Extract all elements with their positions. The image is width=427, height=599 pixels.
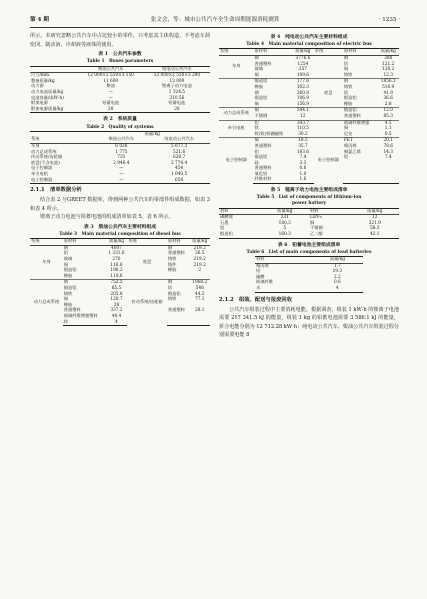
table-cell: 0.5	[384, 131, 392, 137]
column-header: 质量/kg	[312, 257, 363, 264]
table-cell: 动力源	[31, 84, 44, 90]
table-cell: 2 946.4	[113, 160, 130, 166]
column-header: 系统	[30, 239, 63, 246]
table-cell: 731	[117, 155, 126, 161]
table-cell: 铸件	[167, 262, 177, 268]
table-cell: 聚丙烯	[256, 263, 269, 269]
system-label: 电子控制器	[314, 138, 343, 184]
table-cell: 331	[280, 215, 289, 221]
section-2-1-1: 2.1.1 清单数据分析	[30, 187, 82, 194]
table3-caption-en: Table 3 Main material composition of diesel bus	[59, 232, 181, 238]
table-cell: 12.3	[383, 72, 393, 78]
table-cell: 6 026	[115, 143, 128, 149]
table3-caption-cn: 表 3 柴油公共汽车主要材料组成	[83, 223, 157, 230]
table-cell: 219.2	[193, 245, 206, 251]
table-cell: 锻造铝	[253, 79, 292, 85]
table-cell: 343.7	[292, 120, 314, 126]
table-cell: 183.6	[296, 149, 309, 155]
table-cell: 36.5	[194, 251, 205, 257]
table-cell: 270	[112, 257, 121, 263]
table2-caption-en: Table 2 Quality of systems	[86, 124, 154, 130]
table-cell: 41.9	[383, 90, 393, 96]
table-cell: 102.3	[296, 84, 309, 90]
table-cell: 玻璃	[254, 67, 263, 73]
table1-caption-cn: 表 1 公共汽车参数	[98, 51, 142, 58]
table-cell: 玻璃	[63, 257, 73, 263]
table-cell: 铜	[254, 101, 259, 107]
table-cell: 4007	[111, 245, 122, 251]
table-cell: 0.6	[333, 280, 341, 286]
table-cell: 78.6	[383, 143, 393, 149]
table-cell: 1 331.6	[108, 251, 125, 257]
table-cell: 普通塑料	[254, 166, 272, 172]
table-cell: 121.2	[382, 61, 395, 67]
table-cell: 普通塑料	[167, 308, 185, 314]
column-header: 系统	[219, 49, 253, 56]
system-label: 动力总成系统	[30, 280, 63, 326]
table-cell: 普通塑料	[63, 308, 81, 314]
table-cell: 橡胶	[167, 268, 177, 274]
table-cell: 36.6	[383, 96, 393, 102]
table-cell: 120.7	[110, 297, 123, 303]
table-cell: 0.6	[299, 166, 307, 172]
table-cell: 454	[175, 166, 184, 172]
issue-label: 第 4 期	[30, 17, 49, 23]
table-cell: 1 040.5	[170, 171, 188, 177]
table-cell: 铝	[343, 61, 349, 67]
table-cell: 1968.2	[189, 280, 210, 286]
table-cell: 1.7	[333, 263, 341, 269]
table-cell: 12	[372, 215, 378, 221]
table-cell: 7.4	[299, 155, 307, 161]
table-cell: 3776.6	[295, 56, 311, 61]
table-cell: 铝	[253, 120, 292, 126]
table-cell: 铜	[253, 108, 292, 114]
table-cell: 柴油	[106, 84, 115, 90]
table-cell: 锻造铝	[219, 232, 261, 238]
table-cell: 铜	[309, 220, 315, 226]
right-column	[219, 32, 399, 340]
table-cell: 锻造铝	[167, 291, 181, 297]
column-header: 材料	[255, 257, 312, 264]
table-cell: 516.9	[382, 84, 395, 90]
table-cell: 铝	[63, 251, 69, 257]
table-cell: 160.3	[261, 232, 309, 238]
table-cell: 聚氯乙烯	[343, 149, 361, 155]
table-cell: 219.2	[193, 257, 206, 263]
table-cell: 35.7	[298, 143, 308, 149]
column-header: 质量/kg	[106, 239, 128, 246]
table-cell: 44.4	[111, 314, 122, 319]
table-cell: 石墨	[220, 220, 229, 226]
table-cell: 硫酸	[256, 274, 265, 280]
table-cell: 544.1	[292, 108, 314, 114]
table-cell: —	[95, 178, 149, 184]
table6-caption-en: Table 6 List of main components of lead batteries	[246, 249, 372, 255]
page-number: · 1235 ·	[378, 17, 400, 23]
table-cell: 附加电源质量/kg	[30, 107, 78, 113]
table-cell: 2.8	[384, 101, 392, 107]
table-cell: 12 000×2 550×3 150	[87, 73, 134, 79]
running-title: 张文会，等：城市公共汽车全生命周期能源消耗测算	[150, 17, 280, 23]
table-row	[219, 49, 399, 56]
table-cell: 铜	[63, 297, 69, 303]
column-header: 纯电动公共汽车	[148, 137, 210, 143]
system-label: 车身	[42, 259, 51, 265]
table-cell: 11 600	[103, 78, 119, 84]
header-rule	[30, 27, 400, 28]
table-cell: 5	[283, 226, 287, 232]
table-row	[30, 178, 210, 184]
table-cell: 260.8	[296, 90, 309, 96]
system-label: 车身	[231, 64, 241, 70]
column-header: 质量/kg	[351, 208, 400, 215]
table-1	[30, 66, 210, 114]
table-cell: 13 000	[169, 78, 185, 84]
table-4	[219, 48, 399, 184]
para-b: 锂离子动力电池与铅蓄电池的组成清单如表 5、表 6 所示。	[40, 214, 174, 221]
column-header: 质量/kg	[261, 208, 309, 215]
table-row	[219, 208, 399, 215]
table-cell: PET	[343, 138, 377, 144]
column-header	[30, 66, 78, 73]
table-cell: 传动系统/齿轮箱	[31, 155, 63, 161]
table-cell: 548	[195, 286, 204, 292]
para-a: 结合表 2 与GREET 数据库，得到两种公共汽车的零部件组成数据，如表 3 和表 4 所示。	[30, 197, 210, 212]
table-cell: 28	[113, 302, 120, 308]
table-6	[255, 256, 363, 293]
table-cell: 116.6	[110, 262, 123, 268]
table-cell: 铝	[343, 90, 349, 96]
table-cell: 铝	[343, 155, 349, 161]
table-cell: 58.3	[370, 226, 380, 232]
column-header: 柴油公共汽车	[78, 66, 144, 73]
table-cell: 210.56	[169, 95, 185, 101]
table-cell: 1.1	[384, 126, 392, 132]
table-cell: 铜	[63, 262, 69, 268]
table-cell: 电池容量/(kW·h)	[31, 95, 64, 101]
table-cell: 1.6	[292, 177, 314, 183]
table-cell: 128.2	[382, 67, 395, 73]
table-cell: 铅蓄电池	[168, 101, 186, 107]
table-5	[219, 208, 399, 239]
table-cell: 铜	[254, 72, 259, 78]
table-cell: 铸铁	[343, 84, 353, 90]
table-cell: 普通塑料	[254, 143, 272, 149]
table-cell	[167, 320, 190, 326]
table-cell: 钢	[343, 56, 349, 61]
page-header	[30, 15, 400, 25]
table-cell: 钢	[167, 245, 173, 251]
table-cell: 动力电池质量/kg	[31, 89, 64, 95]
table-cell: 20.1	[377, 138, 399, 144]
section-2-1-2: 2.1.2 组装、配送与报废回收	[219, 296, 293, 303]
system-label: 底盘	[142, 259, 152, 265]
table-cell: 乙二醇	[309, 232, 351, 238]
table-cell: 电子控制器	[31, 166, 53, 172]
column-header: 原材料	[63, 239, 106, 246]
table-row	[255, 286, 363, 292]
column-header: 质量/kg	[377, 49, 399, 56]
table-cell: 156.9	[296, 101, 309, 107]
column-header: 原材料	[253, 49, 292, 56]
table-cell: 77.1	[194, 297, 205, 303]
table-row	[30, 155, 210, 161]
table-cell: 聚丙烯	[343, 143, 357, 149]
table-cell: 水	[255, 286, 312, 292]
table-cell: 车身	[31, 143, 40, 149]
table-2	[30, 131, 210, 184]
table-cell: 玻璃纤维增强	[343, 120, 377, 126]
system-label	[219, 79, 253, 108]
table-cell: 铝	[220, 226, 225, 232]
table-cell: 12	[300, 113, 306, 119]
table-cell: 2	[198, 268, 202, 274]
table-cell: 铝	[254, 149, 259, 155]
table-cell: 钢	[254, 90, 259, 96]
left-column	[30, 32, 210, 326]
para-top: 所示。本研究忽略公共汽车中占比较小的零件，只考虑其主体构造，不考虑车洞密闭、制动液、冷却液等液体的使用。	[30, 33, 210, 48]
table-cell: 2.2	[333, 274, 341, 280]
table-cell: 106.9	[296, 96, 309, 102]
table-cell: 锻造铝	[254, 96, 268, 102]
table-cell: 4.5	[377, 120, 399, 126]
table-cell: 硅	[254, 160, 259, 166]
column-header: 材料	[309, 208, 351, 215]
column-header: 质量/kg	[189, 239, 210, 246]
table-cell: 177.6	[292, 79, 314, 85]
system-label	[314, 56, 343, 79]
table-cell: 整备质量/kg	[31, 78, 55, 84]
column-header: 质量/kg	[292, 49, 314, 56]
table-cell: 橡胶	[343, 101, 353, 107]
table-cell: 锂离子动力电池	[162, 84, 192, 90]
table-cell: 电子控制器	[30, 178, 95, 184]
table-cell: 锻造铝	[343, 108, 377, 114]
table-cell: 654	[148, 178, 210, 184]
table-cell: 不锈钢	[254, 113, 268, 119]
table-cell: 7.4	[384, 155, 392, 161]
table-cell: 底盘(不含电池)	[31, 160, 60, 166]
table-cell: —	[119, 166, 124, 172]
table5-caption-en-1: Table 5 List of components of lithium-ion	[256, 195, 362, 201]
table-cell: 2 774.4	[170, 160, 188, 166]
table-cell: 28	[78, 107, 144, 113]
para-right: 公共汽车组装过程中主要消耗电能。根据调查，组装 1 kW·h 的锂离子电池需要 217 341.5 kJ 的能量，组装 1 kg 的铅蓄电池需要 3 586.1 kJ 的能量，折合电能分别为 12 712.28 kW·h；纯电动公共汽车、柴油公共汽车组装过程分别需要电能 8	[219, 306, 399, 339]
table-cell	[377, 177, 399, 183]
table-cell: 1 775	[115, 149, 128, 155]
table-cell: 18.5	[292, 138, 314, 144]
column-header: 系统	[30, 137, 95, 143]
column-header: 柴油公共汽车	[95, 137, 149, 143]
table-cell: 锌	[63, 320, 106, 326]
table-cell: 1254	[297, 61, 309, 67]
column-header: 纯电动公共汽车	[144, 66, 210, 73]
mass-header: 质量/kg	[95, 131, 210, 137]
table1-caption-en: Table 1 Buses parameters	[86, 59, 154, 65]
system-label: 牵引电机	[219, 120, 253, 138]
table-cell: 521.6	[172, 149, 186, 155]
table-cell: 玻璃纤维增强塑料	[63, 314, 98, 319]
table-cell: 752.5	[106, 280, 128, 286]
table-row	[30, 66, 210, 73]
table-cell: 337.2	[110, 308, 123, 314]
table-cell: 钕(钕)铁硼磁铁	[254, 131, 284, 137]
table-cell: 28	[144, 107, 210, 113]
table-cell: 109.6	[296, 72, 309, 78]
column-header: 系统	[314, 49, 343, 56]
table4-caption-en: Table 4 Main material composition of electric bus	[246, 42, 372, 48]
table-cell: 铅	[256, 269, 261, 275]
table-cell: 附加电源	[31, 101, 49, 107]
table-cell: 橡胶	[63, 273, 73, 279]
table-cell: 1 324.5	[168, 89, 186, 95]
table-cell: 氧化铝	[254, 171, 268, 177]
table-cell: 180.3	[278, 220, 291, 226]
system-label	[314, 120, 343, 138]
table-cell: 磷酸锂	[220, 215, 233, 221]
table-cell: 3.3	[299, 160, 307, 166]
table-cell: 铸铁	[167, 297, 177, 303]
table-row	[255, 257, 363, 264]
table-cell: 锻造铝	[63, 286, 77, 292]
table-cell: 30.2	[298, 131, 308, 137]
table-cell: 19.3	[332, 269, 343, 275]
table-cell: 普通塑料	[167, 251, 185, 257]
table-cell: 铜	[253, 138, 292, 144]
table-cell: 85.5	[111, 286, 122, 292]
table-cell: 铸铁	[167, 257, 177, 263]
table-cell: LiPF₆	[309, 215, 322, 221]
table-cell: 玻璃纤维	[256, 280, 274, 286]
table-cell: 橡胶	[254, 84, 263, 90]
table-cell: 205.8	[110, 291, 123, 297]
table-cell	[189, 320, 210, 326]
table5-caption-cn: 表 5 锂离子动力电池主要组成清单	[270, 187, 348, 194]
table-3	[30, 238, 210, 326]
table-cell: 动力总成系统	[31, 149, 57, 155]
table-row	[219, 232, 399, 238]
table-cell: 铸铁	[343, 72, 353, 78]
table-cell: 321.9	[368, 220, 381, 226]
column-header: 材料	[219, 208, 261, 215]
table-cell: 5 677.3	[170, 143, 188, 149]
table-cell: 110.5	[296, 126, 309, 132]
table-cell: 12.0	[377, 108, 399, 114]
system-label	[314, 108, 343, 120]
table2-caption-cn: 表 2 系统质量	[103, 116, 137, 123]
table-cell: 1.0	[299, 171, 307, 177]
table-cell: 257	[298, 67, 307, 73]
table-cell: 铜	[343, 126, 349, 132]
column-header: 原材料	[343, 49, 377, 56]
table-cell: 85.3	[383, 113, 393, 119]
table-cell: 铸铁	[63, 291, 73, 297]
table-cell: 牵引电机	[31, 171, 49, 177]
table-cell: 铜	[343, 67, 349, 73]
table-cell: 锻造铝	[254, 155, 268, 161]
table-cell: 388	[384, 56, 393, 61]
system-label: 传动系统/齿轮箱	[127, 280, 167, 326]
table-cell: 铁	[254, 126, 259, 132]
table-cell	[343, 177, 377, 183]
table-cell: 尺寸/mm	[31, 73, 49, 79]
table4-caption-cn: 表 4 纯电动公共汽车主要材料组成	[270, 34, 348, 40]
table6-caption-cn: 表 6 铅蓄电池主要组成清单	[277, 241, 341, 248]
table-cell: —	[108, 89, 113, 95]
table-cell: 42.1	[351, 232, 400, 238]
table-cell: 12 000×2 550×3 290	[153, 73, 201, 79]
table-cell: 钢	[167, 280, 190, 286]
table-cell: 44.2	[194, 291, 205, 297]
table-cell: 锻造铝	[63, 268, 77, 274]
table5-caption-en-2: power battery	[291, 201, 327, 207]
table-cell: 钢	[254, 56, 259, 61]
table-cell: 110.6	[110, 273, 123, 279]
column-header: 原材料	[167, 239, 190, 246]
system-label: 底盘	[314, 79, 343, 108]
table-cell: 尼龙	[343, 131, 353, 137]
table-cell: —	[108, 95, 113, 101]
table-cell: 钢	[343, 79, 377, 85]
table-cell: —	[119, 171, 124, 177]
table-cell: 190.2	[110, 268, 123, 274]
table-cell: 钢	[63, 245, 69, 251]
table-cell: 橡胶	[63, 302, 73, 308]
table-cell: 4	[312, 286, 363, 292]
table-cell: 普通塑料	[343, 113, 361, 119]
table-cell: 纤维材料	[253, 177, 292, 183]
system-label: 电子控制器	[219, 138, 253, 184]
table-cell: 219.2	[193, 262, 206, 268]
table-cell: 28.1	[194, 308, 205, 314]
table-cell: 锻造铝	[343, 96, 357, 102]
table-cell: 不锈钢	[309, 226, 323, 232]
table-row	[30, 239, 210, 246]
table-row	[30, 107, 210, 113]
table-cell: 14.3	[383, 149, 393, 155]
table-cell: 铝	[167, 286, 173, 292]
table-cell: 铅蓄电池	[102, 101, 120, 107]
column-header: 系统	[127, 239, 167, 246]
system-label: 动力总成系统	[219, 108, 253, 120]
table-cell: 普通塑料	[254, 61, 272, 67]
table-cell: 1856.3	[377, 79, 399, 85]
table-cell: 638.7	[172, 155, 186, 161]
table-cell: 钢	[63, 280, 106, 286]
table-cell: 4	[106, 320, 128, 326]
